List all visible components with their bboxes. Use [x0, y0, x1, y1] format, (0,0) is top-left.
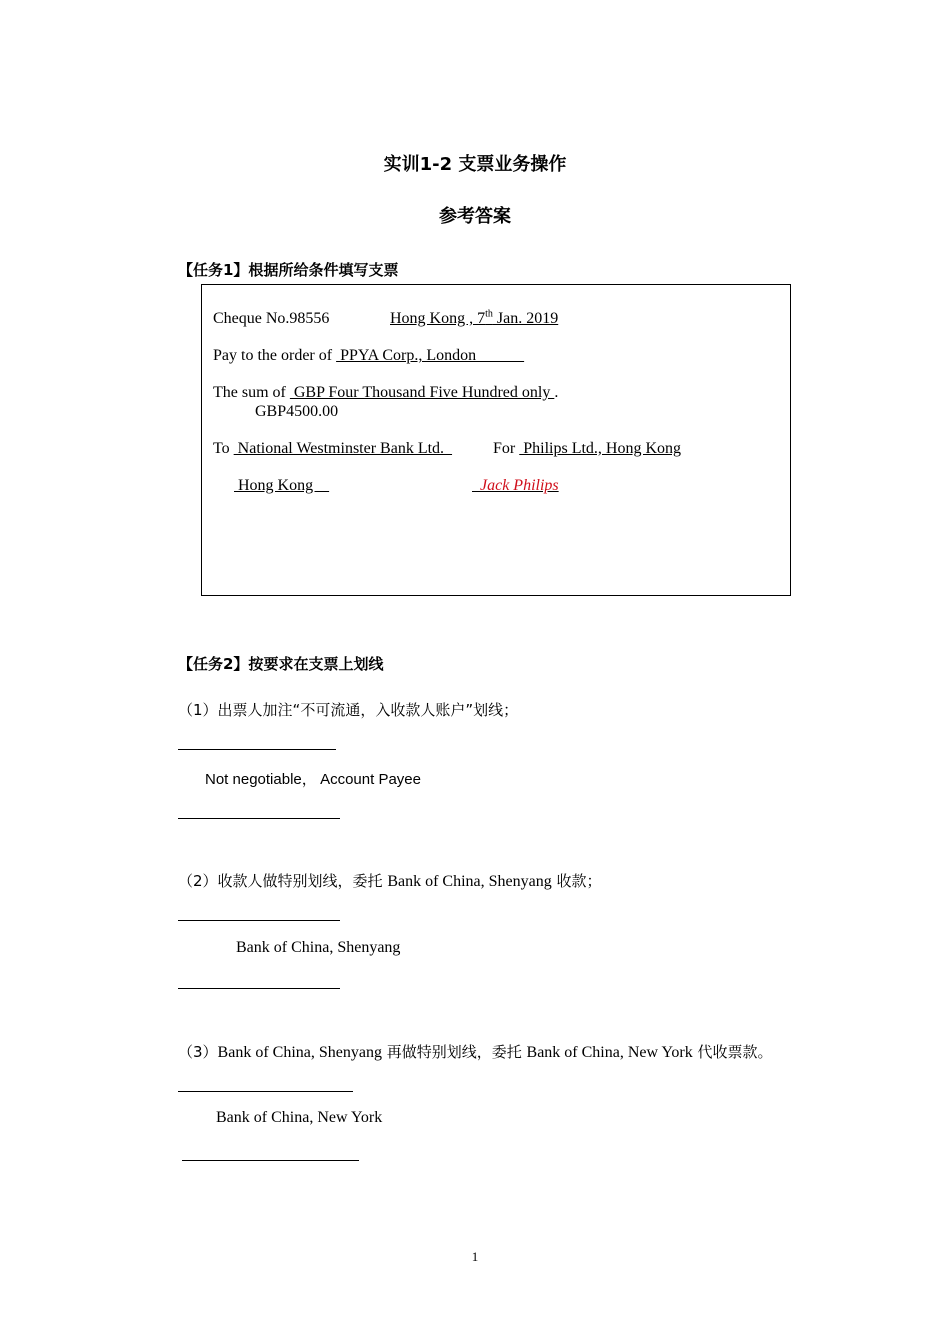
payee: PPYA Corp., London — [336, 347, 525, 364]
drawer-signature: Jack Philips — [480, 477, 559, 494]
cheque-place-date — [390, 310, 558, 328]
instruction-text-b: Bank of China, Shenyang — [217, 1044, 382, 1061]
sum-in-words: GBP Four Thousand Five Hundred only — [289, 384, 555, 401]
to-label: To — [213, 440, 234, 457]
page-title: 实训1-2 支票业务操作 — [383, 154, 567, 175]
crossing-1-text: Not negotiable， Account Payee — [205, 771, 421, 788]
crossing-2-top-line — [178, 920, 340, 921]
drawer-line — [493, 440, 681, 458]
drawer-name: Philips Ltd., Hong Kong — [519, 440, 682, 457]
page-subtitle: 参考答案 — [439, 206, 511, 227]
task2-heading: 【任务2】按要求在支票上划线 — [178, 655, 384, 673]
date-superscript: th — [485, 308, 493, 320]
sum-period: . — [554, 384, 559, 401]
drawee-line — [213, 440, 452, 458]
instruction-text: （1）出票人加注“不可流通，入收款人账户”划线； — [178, 701, 519, 719]
place-date-suffix: Jan. 2019 — [492, 310, 559, 327]
cheque-number: Cheque No.98556 — [213, 310, 330, 327]
pay-label: Pay to the order of — [213, 347, 337, 364]
place-date-prefix: Hong Kong , 7 — [390, 310, 486, 327]
signature-line — [472, 477, 559, 495]
instruction-text-c: 收款； — [551, 872, 602, 890]
page-number: 1 — [471, 1249, 479, 1264]
task2-item-2-instruction — [178, 870, 602, 891]
crossing-1-top-line — [178, 749, 336, 750]
sum-line — [213, 384, 558, 402]
crossing-2-text: Bank of China, Shenyang — [236, 939, 401, 956]
crossing-3-bottom-line — [182, 1160, 359, 1161]
instruction-text-e: 代收票款。 — [692, 1043, 773, 1061]
drawee-bank-city: Hong Kong — [234, 477, 330, 494]
crossing-2-bottom-line — [178, 988, 340, 989]
for-label: For — [493, 440, 520, 457]
instruction-text-c: 再做特别划线，委托 — [381, 1043, 527, 1061]
signature-pad — [472, 477, 480, 494]
instruction-text-a: （3） — [178, 1043, 218, 1061]
crossing-1-bottom-line — [178, 818, 340, 819]
instruction-text-b: Bank of China, Shenyang — [387, 873, 552, 890]
task2-item-3-instruction — [178, 1041, 773, 1062]
task1-heading: 【任务1】根据所给条件填写支票 — [178, 261, 399, 279]
task2-item-1-instruction — [178, 699, 518, 720]
sum-label: The sum of — [213, 384, 290, 401]
drawee-bank: National Westminster Bank Ltd. — [233, 440, 453, 457]
pay-line — [213, 347, 524, 365]
amount-figures: GBP4500.00 — [255, 403, 339, 420]
crossing-3-top-line — [178, 1091, 353, 1092]
instruction-text-d: Bank of China, New York — [526, 1044, 693, 1061]
instruction-text-a: （2）收款人做特别划线，委托 — [178, 872, 388, 890]
crossing-3-text: Bank of China, New York — [216, 1109, 383, 1126]
